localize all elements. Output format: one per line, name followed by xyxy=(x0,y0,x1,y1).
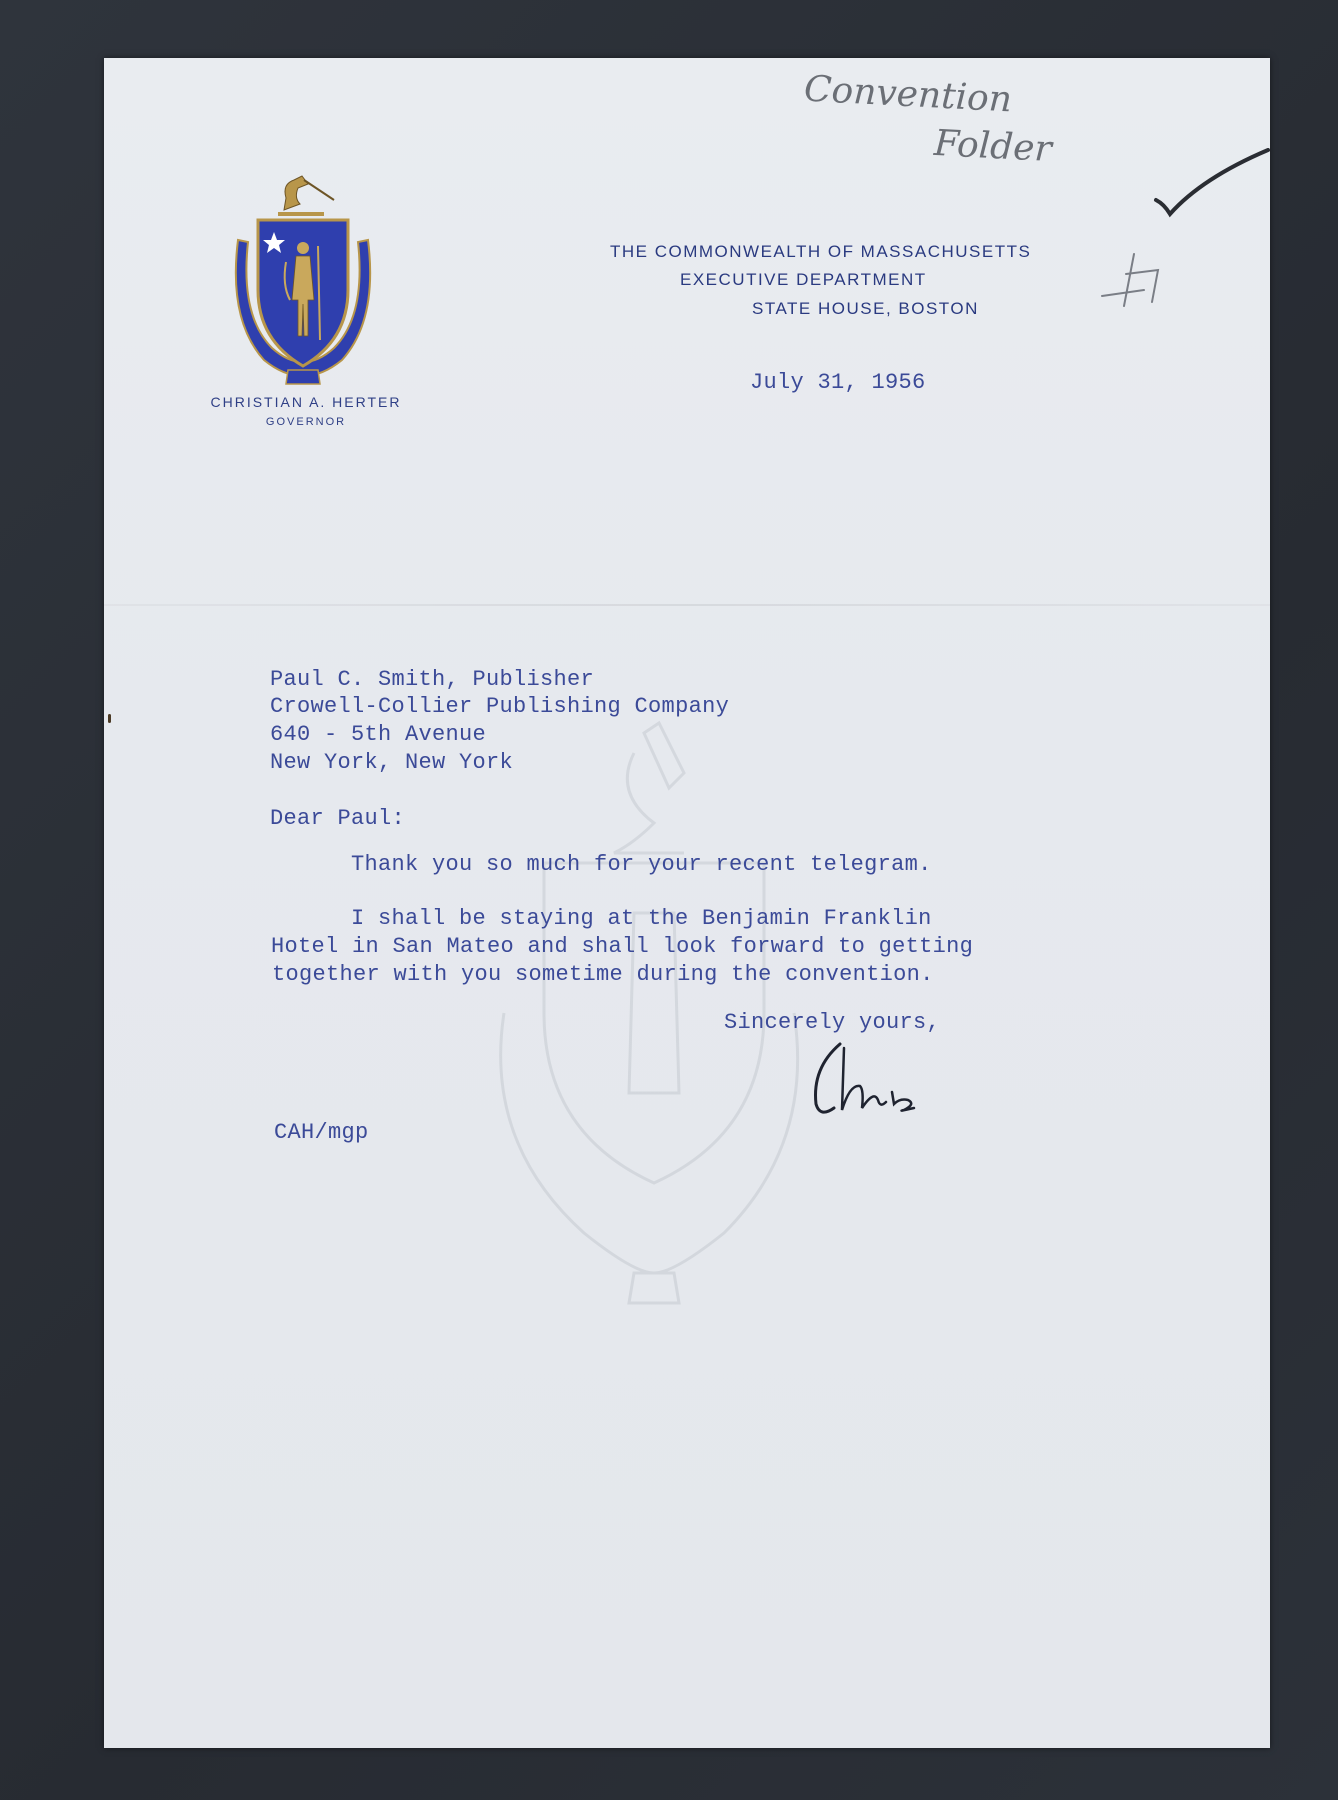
governor-title: GOVERNOR xyxy=(265,416,347,428)
paper-speck xyxy=(108,714,111,723)
letterhead-address: STATE HOUSE, BOSTON xyxy=(752,299,979,318)
paper-fold-line xyxy=(104,604,1270,606)
letterhead-commonwealth: THE COMMONWEALTH OF MASSACHUSETTS xyxy=(610,242,1032,261)
salutation: Dear Paul: xyxy=(270,806,406,831)
paragraph-1: Thank you so much for your recent telegram. xyxy=(351,852,932,877)
reference-initials: CAH/mgp xyxy=(274,1120,369,1145)
recipient-line: Crowell-Collier Publishing Company xyxy=(270,694,730,719)
signature-icon xyxy=(804,1038,934,1128)
paragraph-2-line: together with you sometime during the convention. xyxy=(272,962,934,987)
letter-date: July 31, 1956 xyxy=(750,370,926,395)
handwritten-initial-icon xyxy=(1096,248,1166,318)
closing: Sincerely yours, xyxy=(724,1010,941,1035)
recipient-line: 640 - 5th Avenue xyxy=(270,722,487,747)
recipient-line: New York, New York xyxy=(270,750,514,775)
handwritten-note-line1: Convention xyxy=(803,68,1014,121)
letterhead-department: EXECUTIVE DEPARTMENT xyxy=(680,270,927,289)
letter-page xyxy=(104,58,1270,1748)
embossed-seal-watermark-icon xyxy=(484,713,814,1363)
recipient-line: Paul C. Smith, Publisher xyxy=(270,667,595,692)
handwritten-note-line2: Folder xyxy=(933,122,1053,171)
massachusetts-seal-icon xyxy=(224,170,382,396)
check-icon xyxy=(1152,148,1270,218)
governor-name: CHRISTIAN A. HERTER xyxy=(210,394,402,410)
paragraph-2-line: Hotel in San Mateo and shall look forward to getting xyxy=(271,934,974,959)
paragraph-2-line: I shall be staying at the Benjamin Franklin xyxy=(351,906,932,931)
